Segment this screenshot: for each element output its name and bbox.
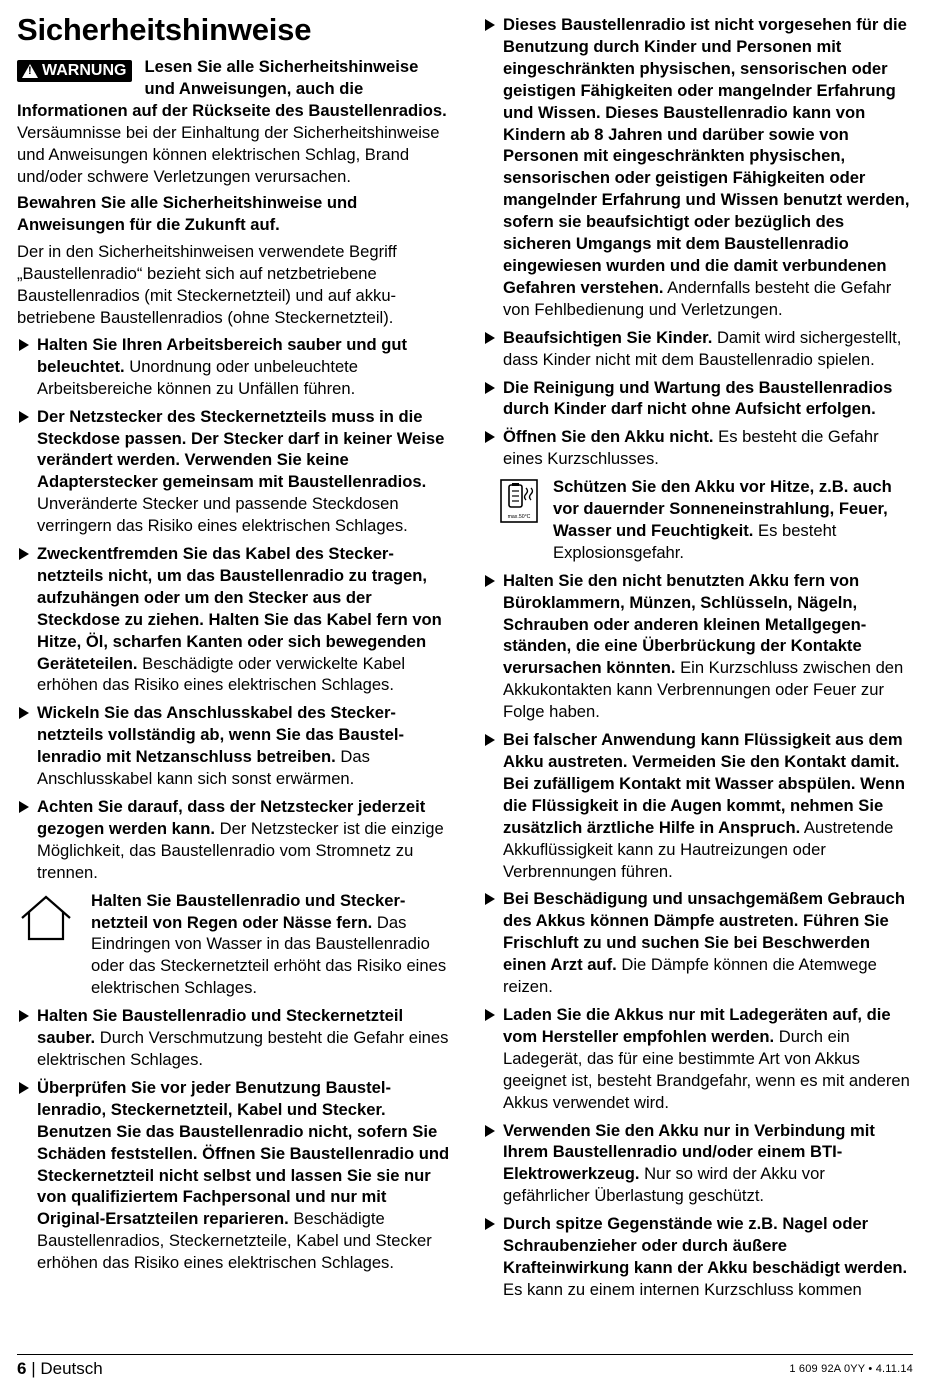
list-item — [483, 1004, 913, 1114]
item-bold: Dieses Baustellenradio ist nicht vorgesehen für die Benutzung durch Kinder und Personen mit eingeschränkten physischen, sensorischen oder geistigen Fähigkeiten oder mangelnder Erfahrung und Wissen. Dieses Baustellenradio kann von Kindern ab 8 Jahren und darüber sowie von Personen mit eingeschränkten physischen, sensorischen oder geistigen Fähigkeiten oder mangelnder Erfahrung und Wissen benutzt werden, sofern sie beaufsichtigt oder bezüglich des sicheren Umgangs mit dem Baustellenradio eingewiesen wurden und die damit verbundenen Gefahren verstehen. — [503, 15, 910, 297]
list-item — [483, 426, 913, 470]
item-normal: Nur so wird der Akku vor gefährlicher Überlastung geschützt. — [503, 1164, 825, 1206]
list-item — [17, 406, 453, 537]
warning-block — [17, 56, 453, 187]
heat-protection-text — [553, 476, 913, 564]
item-normal: Damit wird sichergestellt, dass Kinder nicht mit dem Baustellenradio spielen. — [503, 327, 902, 369]
item-bold: Achten Sie darauf, dass der Netzstecker jederzeit gezogen werden kann. — [37, 797, 426, 838]
item-normal: Der Netzstecker ist die einzige Möglichkeit, das Baustellenradio vom Stromnetz zu trennen. — [37, 818, 444, 882]
list-item — [483, 1120, 913, 1208]
item-bold: Bei Beschädigung und unsachgemäßem Gebrauch des Akkus können Dämpfe austreten. Führen Sie Frischluft zu und suchen Sie bei Beschwerden einen Arzt auf. — [503, 889, 906, 975]
item-bold: Beaufsichtigen Sie Kinder. — [503, 327, 713, 347]
heat-bold: Schützen Sie den Akku vor Hitze, z.B. auch vor dauernder Sonneneinstrahlung, Feuer, Wasser und Feuchtigkeit. — [553, 477, 892, 540]
item-bold: Der Netzstecker des Steckernetzteils muss in die Steckdose passen. Der Stecker darf in keiner Weise verändert werden. Verwenden Sie keine Adapterstecker gemeinsam mit Baustellenradios. — [37, 406, 445, 492]
warning-badge — [17, 60, 132, 82]
heat-protection-note — [483, 476, 913, 564]
list-item — [483, 1213, 913, 1301]
footer-separator: | — [31, 1359, 36, 1378]
list-item — [483, 377, 913, 421]
left-column — [17, 12, 453, 1280]
document-code: 1 609 92A 0YY • 4.11.14 — [789, 1363, 913, 1375]
item-bold: Halten Sie Ihren Arbeitsbereich sauber und gut beleuchtet. — [37, 334, 408, 376]
item-normal: Beschädigte oder verwickelte Kabel erhöhen das Risiko eines elektrischen Schlages. — [37, 653, 406, 695]
item-normal: Das Anschlusskabel kann sich sonst erwärmen. — [37, 747, 370, 789]
item-bold: Überprüfen Sie vor jeder Benutzung Baustellenradio, Steckernetzteil, Kabel und Stecker. Benutzen Sie das Baustellenradio nicht, sofern Sie Schäden feststellen. Öffnen Sie Baustellenradio und Steckernetzteil nicht selbst und lassen Sie sie nur von qualifiziertem Fachpersonal und nur mit Original-Ersatzteilen reparieren. — [37, 1077, 450, 1229]
item-normal: Beschädigte Baustellenradios, Steckernetzteile, Kabel und Stecker erhöhen das Risiko eines elektrischen Schlages. — [37, 1209, 432, 1273]
item-normal: Es besteht die Gefahr eines Kurzschlusses. — [503, 427, 879, 469]
right-column — [483, 14, 913, 1307]
item-bold: Öffnen Sie den Akku nicht. — [503, 427, 714, 447]
indoor-use-text — [91, 890, 453, 1000]
bullet-list-3 — [483, 14, 913, 470]
list-item — [17, 543, 453, 696]
list-item — [483, 327, 913, 371]
footer-left — [17, 1359, 103, 1379]
battery-heat-icon — [483, 476, 553, 564]
keep-bold: Bewahren Sie alle Sicherheitshinweise und Anweisungen für die Zukunft auf. — [17, 193, 358, 235]
term-definition: Der in den Sicherheitshinweisen verwendete Begriff „Baustellenradio“ bezieht sich auf netzbetriebene Baustellenradios (mit Steckernetzteil) und auf akkubetriebene Baustellenradios (ohne Steckernetzteil). — [17, 242, 397, 327]
keep-instructions — [17, 192, 453, 236]
item-normal: Es kann zu einem internen Kurzschluss kommen — [503, 1279, 862, 1299]
item-bold: Wickeln Sie das Anschlusskabel des Steckernetzteils vollständig ab, wenn Sie das Baustellenradio mit Netzanschluss betreiben. — [37, 703, 404, 767]
warning-badge-label: WARNUNG — [42, 62, 127, 79]
item-normal: Andernfalls besteht die Gefahr von Fehlbedienung und Verletzungen. — [503, 277, 892, 319]
list-item — [17, 334, 453, 400]
warning-normal: Versäumnisse bei der Einhaltung der Sicherheitshinweise und Anweisungen können elektrischen Schlag, Brand und/oder schwere Verletzungen verursachen. — [17, 122, 440, 186]
bullet-list-4 — [483, 570, 913, 1301]
footer-language: Deutsch — [40, 1359, 103, 1378]
list-item — [17, 1005, 453, 1071]
item-bold: Die Reinigung und Wartung des Baustellenradios durch Kinder darf nicht ohne Aufsicht erfolgen. — [503, 377, 893, 419]
section-heading: Sicherheitshinweise — [17, 12, 312, 47]
bullet-list-2 — [17, 1005, 453, 1274]
item-normal: Unordnung oder unbeleuchtete Arbeitsbereiche können zu Unfällen führen. — [37, 356, 359, 398]
item-normal: Unveränderte Stecker und passende Steckdosen verringern das Risiko eines elektrischen Schlages. — [37, 494, 408, 536]
heat-normal: Es besteht Explosionsgefahr. — [553, 520, 837, 562]
footer-rule — [17, 1354, 913, 1355]
item-bold: Verwenden Sie den Akku nur in Verbindung mit Ihrem Baustellenradio und/oder einem BTI-Elektrowerkzeug. — [503, 1120, 875, 1184]
heat-icon-label: max.50°C — [507, 514, 531, 521]
item-bold: Durch spitze Gegenstände wie z.B. Nagel oder Schraubenzieher oder durch äußere Krafteinwirkung kann der Akku beschädigt werden. — [503, 1214, 908, 1277]
item-bold: Laden Sie die Akkus nur mit Ladegeräten auf, die vom Hersteller empfohlen werden. — [503, 1004, 891, 1046]
list-item — [483, 14, 913, 321]
indoor-normal: Das Eindringen von Wasser in das Baustellenradio oder das Steckernetzteil erhöht das Risiko eines elektrischen Schlages. — [91, 912, 447, 998]
list-item — [483, 570, 913, 723]
item-bold: Halten Sie Baustellenradio und Steckernetzteil sauber. — [37, 1006, 404, 1048]
list-item — [17, 796, 453, 884]
item-normal: Austretende Akkuflüssigkeit kann zu Hautreizungen oder Verbrennungen führen. — [503, 817, 894, 881]
item-normal: Ein Kurzschluss zwischen den Akkukontakten kann Verbrennungen oder Feuer zur Folge haben. — [503, 658, 904, 722]
item-normal: Die Dämpfe können die Atemwege reizen. — [503, 955, 877, 997]
list-item — [483, 729, 913, 882]
house-icon — [17, 890, 91, 1000]
indoor-use-note — [17, 890, 453, 1000]
item-normal: Durch ein Ladegerät, das für eine bestimmte Art von Akkus geeignet ist, besteht Brandgefahr, wenn es mit anderen Akkus verwendet wird. — [503, 1026, 910, 1112]
bullet-list-1 — [17, 334, 453, 884]
list-item — [17, 702, 453, 790]
list-item — [483, 888, 913, 998]
item-normal: Durch Verschmutzung besteht die Gefahr eines elektrischen Schlages. — [37, 1028, 449, 1069]
warning-triangle-icon: ! — [22, 64, 38, 78]
warning-bold: Lesen Sie alle Sicherheitshinweise und Anweisungen, auch die Informationen auf der Rückseite des Baustellenradios. — [17, 57, 447, 120]
list-item — [17, 1077, 453, 1274]
indoor-bold: Halten Sie Baustellenradio und Steckernetzteil von Regen oder Nässe fern. — [91, 890, 406, 932]
page-number: 6 — [17, 1359, 27, 1378]
item-bold: Zweckentfremden Sie das Kabel des Steckernetzteils nicht, um das Baustellenradio zu tragen, aufzuhängen oder um den Stecker aus der Steckdose zu ziehen. Halten Sie das Kabel fern von Hitze, Öl, scharfen Kanten oder sich bewegenden Geräteteilen. — [37, 544, 442, 673]
item-bold: Halten Sie den nicht benutzten Akku fern von Büroklammern, Münzen, Schlüsseln, Nägeln, Schrauben oder anderen kleinen Metallgegenständen, die eine Überbrückung der Kontakte verursachen könnten. — [503, 570, 867, 678]
item-bold: Bei falscher Anwendung kann Flüssigkeit aus dem Akku austreten. Vermeiden Sie den Kontakt damit. Bei zufälligem Kontakt mit Wasser abspülen. Wenn die Flüssigkeit in die Augen kommt, nehmen Sie zusätzlich ärztliche Hilfe in Anspruch. — [503, 730, 906, 837]
